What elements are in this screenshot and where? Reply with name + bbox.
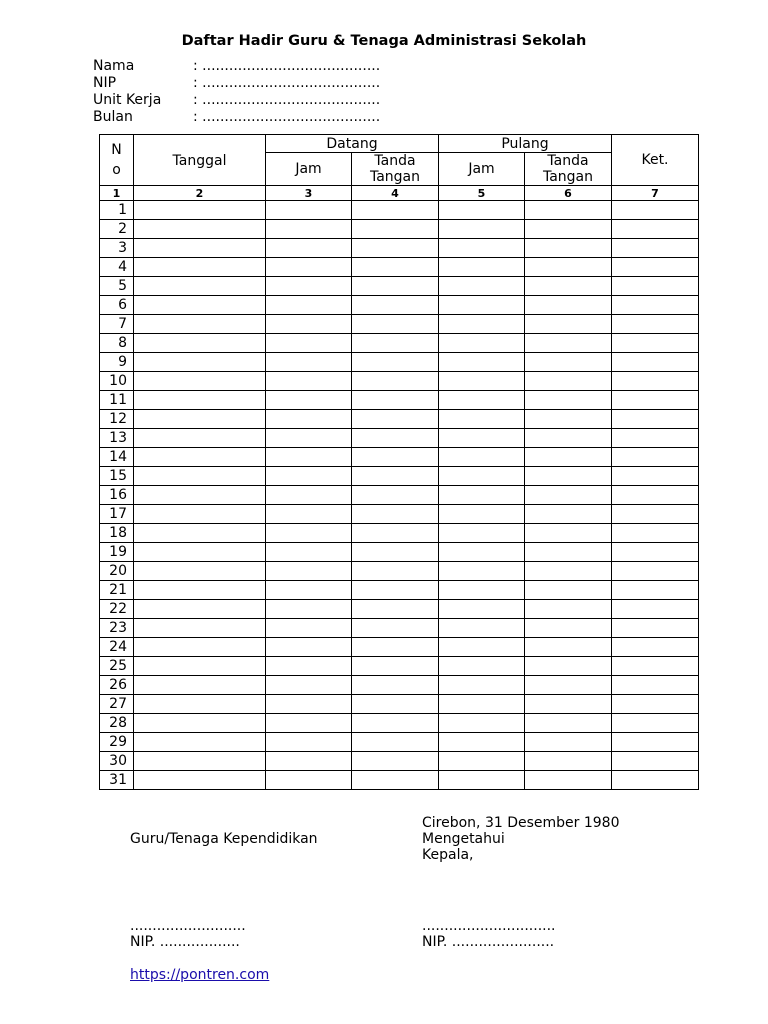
table-cell[interactable] — [266, 543, 352, 562]
table-cell[interactable] — [266, 695, 352, 714]
table-cell[interactable] — [525, 391, 612, 410]
table-cell[interactable] — [266, 429, 352, 448]
table-cell[interactable] — [525, 372, 612, 391]
column-number: 5 — [439, 186, 525, 201]
mengetahui-label: Mengetahui — [422, 831, 505, 847]
table-cell[interactable] — [612, 695, 699, 714]
table-cell[interactable] — [525, 296, 612, 315]
table-cell[interactable] — [266, 448, 352, 467]
row-number: 17 — [100, 505, 134, 524]
table-cell[interactable] — [266, 638, 352, 657]
table-cell[interactable] — [266, 220, 352, 239]
table-cell[interactable] — [439, 771, 525, 790]
table-cell[interactable] — [134, 638, 266, 657]
attendance-table — [99, 134, 699, 790]
column-number: 1 — [100, 186, 134, 201]
table-cell[interactable] — [134, 334, 266, 353]
table-cell[interactable] — [525, 524, 612, 543]
table-cell[interactable] — [352, 638, 439, 657]
table-cell[interactable] — [525, 714, 612, 733]
table-row — [100, 334, 699, 353]
table-cell[interactable] — [266, 581, 352, 600]
table-cell[interactable] — [352, 448, 439, 467]
table-cell[interactable] — [352, 752, 439, 771]
table-cell[interactable] — [525, 467, 612, 486]
table-cell[interactable] — [612, 771, 699, 790]
header-pulang-tanda-tangan — [525, 153, 612, 186]
table-cell[interactable] — [134, 600, 266, 619]
table-cell[interactable] — [525, 429, 612, 448]
table-row — [100, 391, 699, 410]
table-cell[interactable] — [134, 676, 266, 695]
table-cell[interactable] — [525, 733, 612, 752]
table-cell[interactable] — [266, 239, 352, 258]
table-cell[interactable] — [439, 448, 525, 467]
table-cell[interactable] — [134, 752, 266, 771]
table-cell[interactable] — [352, 353, 439, 372]
table-cell[interactable] — [612, 524, 699, 543]
table-cell[interactable] — [352, 467, 439, 486]
table-row — [100, 486, 699, 505]
table-cell[interactable] — [266, 524, 352, 543]
table-cell[interactable] — [612, 296, 699, 315]
table-cell[interactable] — [439, 486, 525, 505]
info-label: Nama — [93, 58, 135, 74]
table-cell[interactable] — [266, 771, 352, 790]
table-cell[interactable] — [439, 220, 525, 239]
header-pulang-jam: Jam — [439, 153, 525, 186]
table-cell[interactable] — [439, 296, 525, 315]
table-row — [100, 714, 699, 733]
table-cell[interactable] — [439, 638, 525, 657]
table-cell[interactable] — [352, 505, 439, 524]
header-no — [100, 135, 134, 186]
table-cell[interactable] — [266, 467, 352, 486]
table-cell[interactable] — [439, 676, 525, 695]
info-row-nama — [93, 58, 380, 75]
right-nip-line: NIP. ....................... — [422, 934, 555, 950]
column-number: 6 — [525, 186, 612, 201]
kepala-label: Kepala, — [422, 847, 474, 863]
table-cell[interactable] — [525, 239, 612, 258]
table-cell[interactable] — [612, 657, 699, 676]
table-cell[interactable] — [612, 391, 699, 410]
table-cell[interactable] — [525, 562, 612, 581]
table-row — [100, 220, 699, 239]
table-cell[interactable] — [134, 714, 266, 733]
column-number-row — [100, 186, 699, 201]
table-row — [100, 505, 699, 524]
table-cell[interactable] — [525, 600, 612, 619]
left-nip-line: NIP. .................. — [130, 934, 240, 950]
right-signature-block — [422, 815, 620, 863]
table-cell[interactable] — [612, 752, 699, 771]
table-cell[interactable] — [134, 315, 266, 334]
table-cell[interactable] — [525, 277, 612, 296]
table-cell[interactable] — [525, 752, 612, 771]
table-cell[interactable] — [266, 258, 352, 277]
table-cell[interactable] — [612, 410, 699, 429]
table-cell[interactable] — [266, 353, 352, 372]
table-cell[interactable] — [134, 391, 266, 410]
row-number: 28 — [100, 714, 134, 733]
table-cell[interactable] — [612, 638, 699, 657]
table-cell[interactable] — [612, 448, 699, 467]
table-cell[interactable] — [352, 657, 439, 676]
table-cell[interactable] — [612, 258, 699, 277]
table-cell[interactable] — [612, 733, 699, 752]
right-signature-lines — [422, 918, 556, 950]
table-cell[interactable] — [612, 467, 699, 486]
table-cell[interactable] — [612, 486, 699, 505]
info-label: Bulan — [93, 109, 133, 125]
table-cell[interactable] — [352, 410, 439, 429]
table-cell[interactable] — [352, 676, 439, 695]
info-value: : ........................................ — [193, 75, 381, 91]
table-cell[interactable] — [352, 695, 439, 714]
table-row — [100, 733, 699, 752]
table-cell[interactable] — [612, 676, 699, 695]
table-cell[interactable] — [352, 543, 439, 562]
table-row — [100, 353, 699, 372]
table-cell[interactable] — [612, 201, 699, 220]
table-cell[interactable] — [439, 201, 525, 220]
table-cell[interactable] — [134, 467, 266, 486]
table-cell[interactable] — [134, 410, 266, 429]
table-row — [100, 315, 699, 334]
row-number: 15 — [100, 467, 134, 486]
table-cell[interactable] — [439, 391, 525, 410]
table-row — [100, 201, 699, 220]
table-cell[interactable] — [352, 714, 439, 733]
table-cell[interactable] — [525, 486, 612, 505]
table-cell[interactable] — [352, 296, 439, 315]
table-cell[interactable] — [525, 258, 612, 277]
row-number: 12 — [100, 410, 134, 429]
header-datang: Datang — [266, 135, 439, 153]
row-number: 31 — [100, 771, 134, 790]
table-row — [100, 410, 699, 429]
table-row — [100, 429, 699, 448]
table-cell[interactable] — [352, 239, 439, 258]
info-label: Unit Kerja — [93, 92, 162, 108]
table-row — [100, 562, 699, 581]
row-number: 4 — [100, 258, 134, 277]
table-cell[interactable] — [439, 714, 525, 733]
table-cell[interactable] — [439, 239, 525, 258]
table-cell[interactable] — [134, 695, 266, 714]
table-cell[interactable] — [612, 334, 699, 353]
table-cell[interactable] — [439, 410, 525, 429]
left-signature-title: Guru/Tenaga Kependidikan — [130, 831, 318, 847]
table-row — [100, 771, 699, 790]
table-row — [100, 752, 699, 771]
table-cell[interactable] — [352, 391, 439, 410]
row-number: 8 — [100, 334, 134, 353]
table-cell[interactable] — [134, 448, 266, 467]
table-cell[interactable] — [525, 505, 612, 524]
table-cell[interactable] — [266, 296, 352, 315]
header-datang-tanda-tangan — [352, 153, 439, 186]
table-cell[interactable] — [352, 486, 439, 505]
table-cell[interactable] — [439, 524, 525, 543]
place-date: Cirebon, 31 Desember 1980 — [422, 815, 620, 831]
table-cell[interactable] — [525, 315, 612, 334]
row-number: 1 — [100, 201, 134, 220]
table-cell[interactable] — [134, 486, 266, 505]
table-cell[interactable] — [525, 657, 612, 676]
table-cell[interactable] — [439, 505, 525, 524]
table-cell[interactable] — [439, 619, 525, 638]
table-cell[interactable] — [266, 486, 352, 505]
header-pulang: Pulang — [439, 135, 612, 153]
table-cell[interactable] — [612, 239, 699, 258]
table-cell[interactable] — [266, 391, 352, 410]
source-link[interactable]: https://pontren.com — [130, 967, 270, 983]
column-number: 2 — [134, 186, 266, 201]
table-cell[interactable] — [352, 524, 439, 543]
info-row-nip — [93, 75, 380, 92]
row-number: 22 — [100, 600, 134, 619]
table-cell[interactable] — [612, 600, 699, 619]
table-cell[interactable] — [352, 372, 439, 391]
table-cell[interactable] — [352, 201, 439, 220]
header-datang-jam: Jam — [266, 153, 352, 186]
header-ket: Ket. — [612, 135, 699, 186]
table-cell[interactable] — [525, 638, 612, 657]
table-row — [100, 372, 699, 391]
table-cell[interactable] — [352, 562, 439, 581]
table-row — [100, 657, 699, 676]
table-cell[interactable] — [266, 733, 352, 752]
column-number: 7 — [612, 186, 699, 201]
left-sign-line: .......................... — [130, 918, 246, 934]
table-cell[interactable] — [352, 277, 439, 296]
table-cell[interactable] — [266, 372, 352, 391]
tangan-line: Tangan — [369, 169, 421, 185]
row-number: 19 — [100, 543, 134, 562]
table-cell[interactable] — [134, 733, 266, 752]
table-cell[interactable] — [525, 448, 612, 467]
table-row — [100, 467, 699, 486]
left-signature-lines — [130, 918, 246, 950]
info-row-unit-kerja — [93, 92, 380, 109]
row-number: 2 — [100, 220, 134, 239]
tangan-line: Tangan — [542, 169, 594, 185]
table-cell[interactable] — [352, 581, 439, 600]
table-cell[interactable] — [525, 353, 612, 372]
table-cell[interactable] — [352, 315, 439, 334]
column-number: 3 — [266, 186, 352, 201]
row-number: 14 — [100, 448, 134, 467]
table-cell[interactable] — [134, 543, 266, 562]
row-number: 26 — [100, 676, 134, 695]
table-row — [100, 524, 699, 543]
table-cell[interactable] — [612, 372, 699, 391]
table-cell[interactable] — [134, 220, 266, 239]
table-row — [100, 695, 699, 714]
table-cell[interactable] — [352, 600, 439, 619]
table-cell[interactable] — [266, 619, 352, 638]
table-cell[interactable] — [439, 752, 525, 771]
table-cell[interactable] — [525, 220, 612, 239]
table-cell[interactable] — [352, 733, 439, 752]
table-cell[interactable] — [612, 277, 699, 296]
table-cell[interactable] — [439, 334, 525, 353]
table-cell[interactable] — [612, 581, 699, 600]
table-cell[interactable] — [134, 505, 266, 524]
row-number: 5 — [100, 277, 134, 296]
row-number: 20 — [100, 562, 134, 581]
table-cell[interactable] — [612, 353, 699, 372]
table-cell[interactable] — [134, 429, 266, 448]
info-block — [93, 58, 380, 126]
table-cell[interactable] — [266, 657, 352, 676]
table-cell[interactable] — [266, 505, 352, 524]
table-cell[interactable] — [612, 619, 699, 638]
table-cell[interactable] — [439, 657, 525, 676]
table-cell[interactable] — [134, 372, 266, 391]
table-cell[interactable] — [525, 543, 612, 562]
table-cell[interactable] — [266, 277, 352, 296]
table-row — [100, 581, 699, 600]
info-value: : ........................................ — [193, 92, 381, 108]
table-cell[interactable] — [439, 258, 525, 277]
table-cell[interactable] — [525, 201, 612, 220]
row-number: 11 — [100, 391, 134, 410]
row-number: 29 — [100, 733, 134, 752]
table-row — [100, 638, 699, 657]
table-cell[interactable] — [352, 429, 439, 448]
table-cell[interactable] — [612, 562, 699, 581]
table-cell[interactable] — [266, 562, 352, 581]
table-cell[interactable] — [439, 695, 525, 714]
row-number: 16 — [100, 486, 134, 505]
table-cell[interactable] — [134, 619, 266, 638]
info-row-bulan — [93, 109, 380, 126]
table-cell[interactable] — [134, 239, 266, 258]
table-cell[interactable] — [134, 581, 266, 600]
row-number: 10 — [100, 372, 134, 391]
table-cell[interactable] — [134, 657, 266, 676]
row-number: 9 — [100, 353, 134, 372]
table-cell[interactable] — [439, 372, 525, 391]
table-cell[interactable] — [266, 600, 352, 619]
info-value: : ........................................ — [193, 58, 381, 74]
table-cell[interactable] — [439, 467, 525, 486]
table-cell[interactable] — [352, 619, 439, 638]
table-cell[interactable] — [439, 733, 525, 752]
table-cell[interactable] — [612, 714, 699, 733]
table-cell[interactable] — [439, 315, 525, 334]
table-cell[interactable] — [525, 410, 612, 429]
info-label: NIP — [93, 75, 117, 91]
table-cell[interactable] — [266, 676, 352, 695]
table-row — [100, 600, 699, 619]
header-tanggal: Tanggal — [134, 135, 266, 186]
table-cell[interactable] — [134, 353, 266, 372]
row-number: 3 — [100, 239, 134, 258]
table-cell[interactable] — [525, 334, 612, 353]
page-title: Daftar Hadir Guru & Tenaga Administrasi Sekolah — [181, 33, 587, 49]
row-number: 23 — [100, 619, 134, 638]
table-row — [100, 239, 699, 258]
table-cell[interactable] — [134, 524, 266, 543]
table-cell[interactable] — [352, 258, 439, 277]
header-no-line1: N — [111, 142, 122, 158]
table-row — [100, 619, 699, 638]
table-cell[interactable] — [525, 619, 612, 638]
table-cell[interactable] — [134, 258, 266, 277]
table-row — [100, 543, 699, 562]
table-cell[interactable] — [612, 543, 699, 562]
column-number: 4 — [352, 186, 439, 201]
table-cell[interactable] — [612, 220, 699, 239]
table-cell[interactable] — [439, 277, 525, 296]
table-cell[interactable] — [134, 562, 266, 581]
row-number: 18 — [100, 524, 134, 543]
info-value: : ........................................ — [193, 109, 381, 125]
table-cell[interactable] — [134, 771, 266, 790]
table-row — [100, 277, 699, 296]
table-cell[interactable] — [439, 543, 525, 562]
table-cell[interactable] — [266, 334, 352, 353]
table-cell[interactable] — [439, 581, 525, 600]
table-cell[interactable] — [612, 315, 699, 334]
table-cell[interactable] — [439, 600, 525, 619]
table-cell[interactable] — [439, 429, 525, 448]
table-row — [100, 676, 699, 695]
row-number: 13 — [100, 429, 134, 448]
table-cell[interactable] — [352, 771, 439, 790]
row-number: 7 — [100, 315, 134, 334]
table-row — [100, 296, 699, 315]
table-cell[interactable] — [266, 315, 352, 334]
table-cell[interactable] — [525, 676, 612, 695]
table-cell[interactable] — [525, 771, 612, 790]
table-cell[interactable] — [439, 562, 525, 581]
tanda-line: Tanda — [547, 153, 589, 169]
table-cell[interactable] — [266, 752, 352, 771]
table-cell[interactable] — [525, 695, 612, 714]
table-row — [100, 448, 699, 467]
table-row — [100, 258, 699, 277]
row-number: 24 — [100, 638, 134, 657]
right-sign-line: .............................. — [422, 918, 556, 934]
table-cell[interactable] — [134, 277, 266, 296]
table-cell[interactable] — [134, 296, 266, 315]
header-no-line2: o — [112, 162, 121, 178]
row-number: 25 — [100, 657, 134, 676]
table-cell[interactable] — [439, 353, 525, 372]
table-cell[interactable] — [134, 201, 266, 220]
row-number: 21 — [100, 581, 134, 600]
row-number: 30 — [100, 752, 134, 771]
table-cell[interactable] — [266, 201, 352, 220]
row-number: 6 — [100, 296, 134, 315]
table-cell[interactable] — [352, 220, 439, 239]
table-cell[interactable] — [266, 410, 352, 429]
table-cell[interactable] — [266, 714, 352, 733]
table-cell[interactable] — [525, 581, 612, 600]
row-number: 27 — [100, 695, 134, 714]
table-cell[interactable] — [612, 429, 699, 448]
tanda-line: Tanda — [374, 153, 416, 169]
table-cell[interactable] — [352, 334, 439, 353]
table-cell[interactable] — [612, 505, 699, 524]
